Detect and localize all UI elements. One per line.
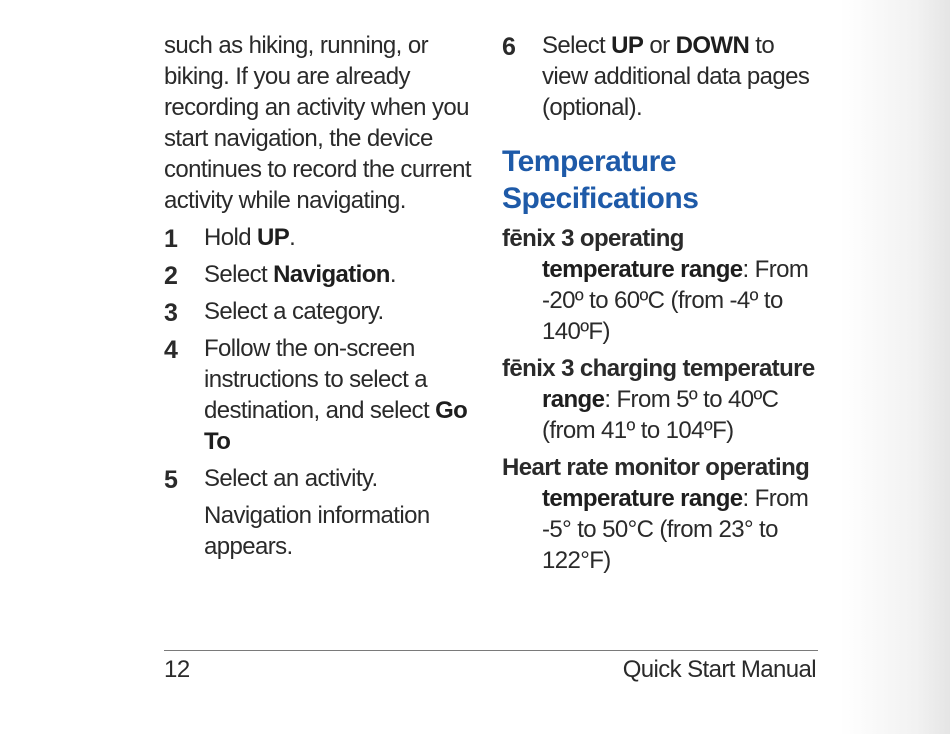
spec-operating (502, 223, 822, 347)
manual-title: Quick Start Manual (622, 656, 816, 683)
step-text: Follow the on-screen instructions to select a destination, and select (204, 335, 436, 424)
step-number: 4 (164, 336, 178, 364)
step-result: Navigation information appears. (204, 502, 430, 560)
step-text: Select (542, 32, 612, 59)
step-3 (164, 296, 484, 327)
spec-term-cont: temperature range (542, 256, 743, 283)
step-5 (164, 463, 484, 562)
spec-body (502, 483, 822, 576)
right-column (502, 30, 822, 576)
spec-term-cont: temperature range (542, 485, 743, 512)
step-number: 5 (164, 466, 178, 494)
spec-body (502, 384, 822, 446)
step-number: 6 (502, 33, 516, 61)
spec-value: : From -5° to 50°C (from 23° to 122°F) (542, 485, 809, 574)
step-text: Select a category. (204, 298, 384, 325)
step-text: Hold (204, 224, 258, 251)
step-4 (164, 333, 484, 457)
step-number: 3 (164, 299, 178, 327)
step-bold: Go To (204, 397, 468, 455)
step-2 (164, 259, 484, 290)
page-number: 12 (164, 656, 190, 683)
step-bold-up: UP (611, 32, 644, 59)
step-text-end: to view additional data pages (optional). (542, 32, 810, 121)
step-bold: UP (257, 224, 290, 251)
footer-divider (164, 650, 818, 651)
step-6 (502, 30, 822, 123)
spec-term: fēnix 3 operating (502, 225, 684, 252)
step-number: 2 (164, 262, 178, 290)
left-column (164, 30, 484, 562)
spec-term: fēnix 3 charging temperature (502, 355, 815, 382)
step-text-mid: or (643, 32, 676, 59)
step-text-end: . (289, 224, 296, 251)
step-text: Select an activity. (204, 465, 378, 492)
spec-charging (502, 353, 822, 446)
step-1 (164, 222, 484, 253)
section-heading: Temperature Specifications (502, 145, 699, 215)
step-number: 1 (164, 225, 178, 253)
page-edge-shadow (840, 0, 950, 734)
spec-hrm (502, 452, 822, 576)
spec-term: Heart rate monitor operating (502, 454, 810, 481)
step-bold: Navigation (273, 261, 390, 288)
spec-value: : From -20º to 60ºC (from -4º to 140ºF) (542, 256, 809, 345)
spec-body (502, 254, 822, 347)
spec-value: : From 5º to 40ºC (from 41º to 104ºF) (542, 386, 779, 444)
intro-paragraph: such as hiking, running, or biking. If you are already recording an activity when you start navigation, the device continues to record the current activity while navigating. (164, 32, 471, 214)
step-text-end: . (389, 261, 396, 288)
spec-term-cont: range (542, 386, 605, 413)
step-text: Select (204, 261, 274, 288)
step-bold-down: DOWN (675, 32, 750, 59)
